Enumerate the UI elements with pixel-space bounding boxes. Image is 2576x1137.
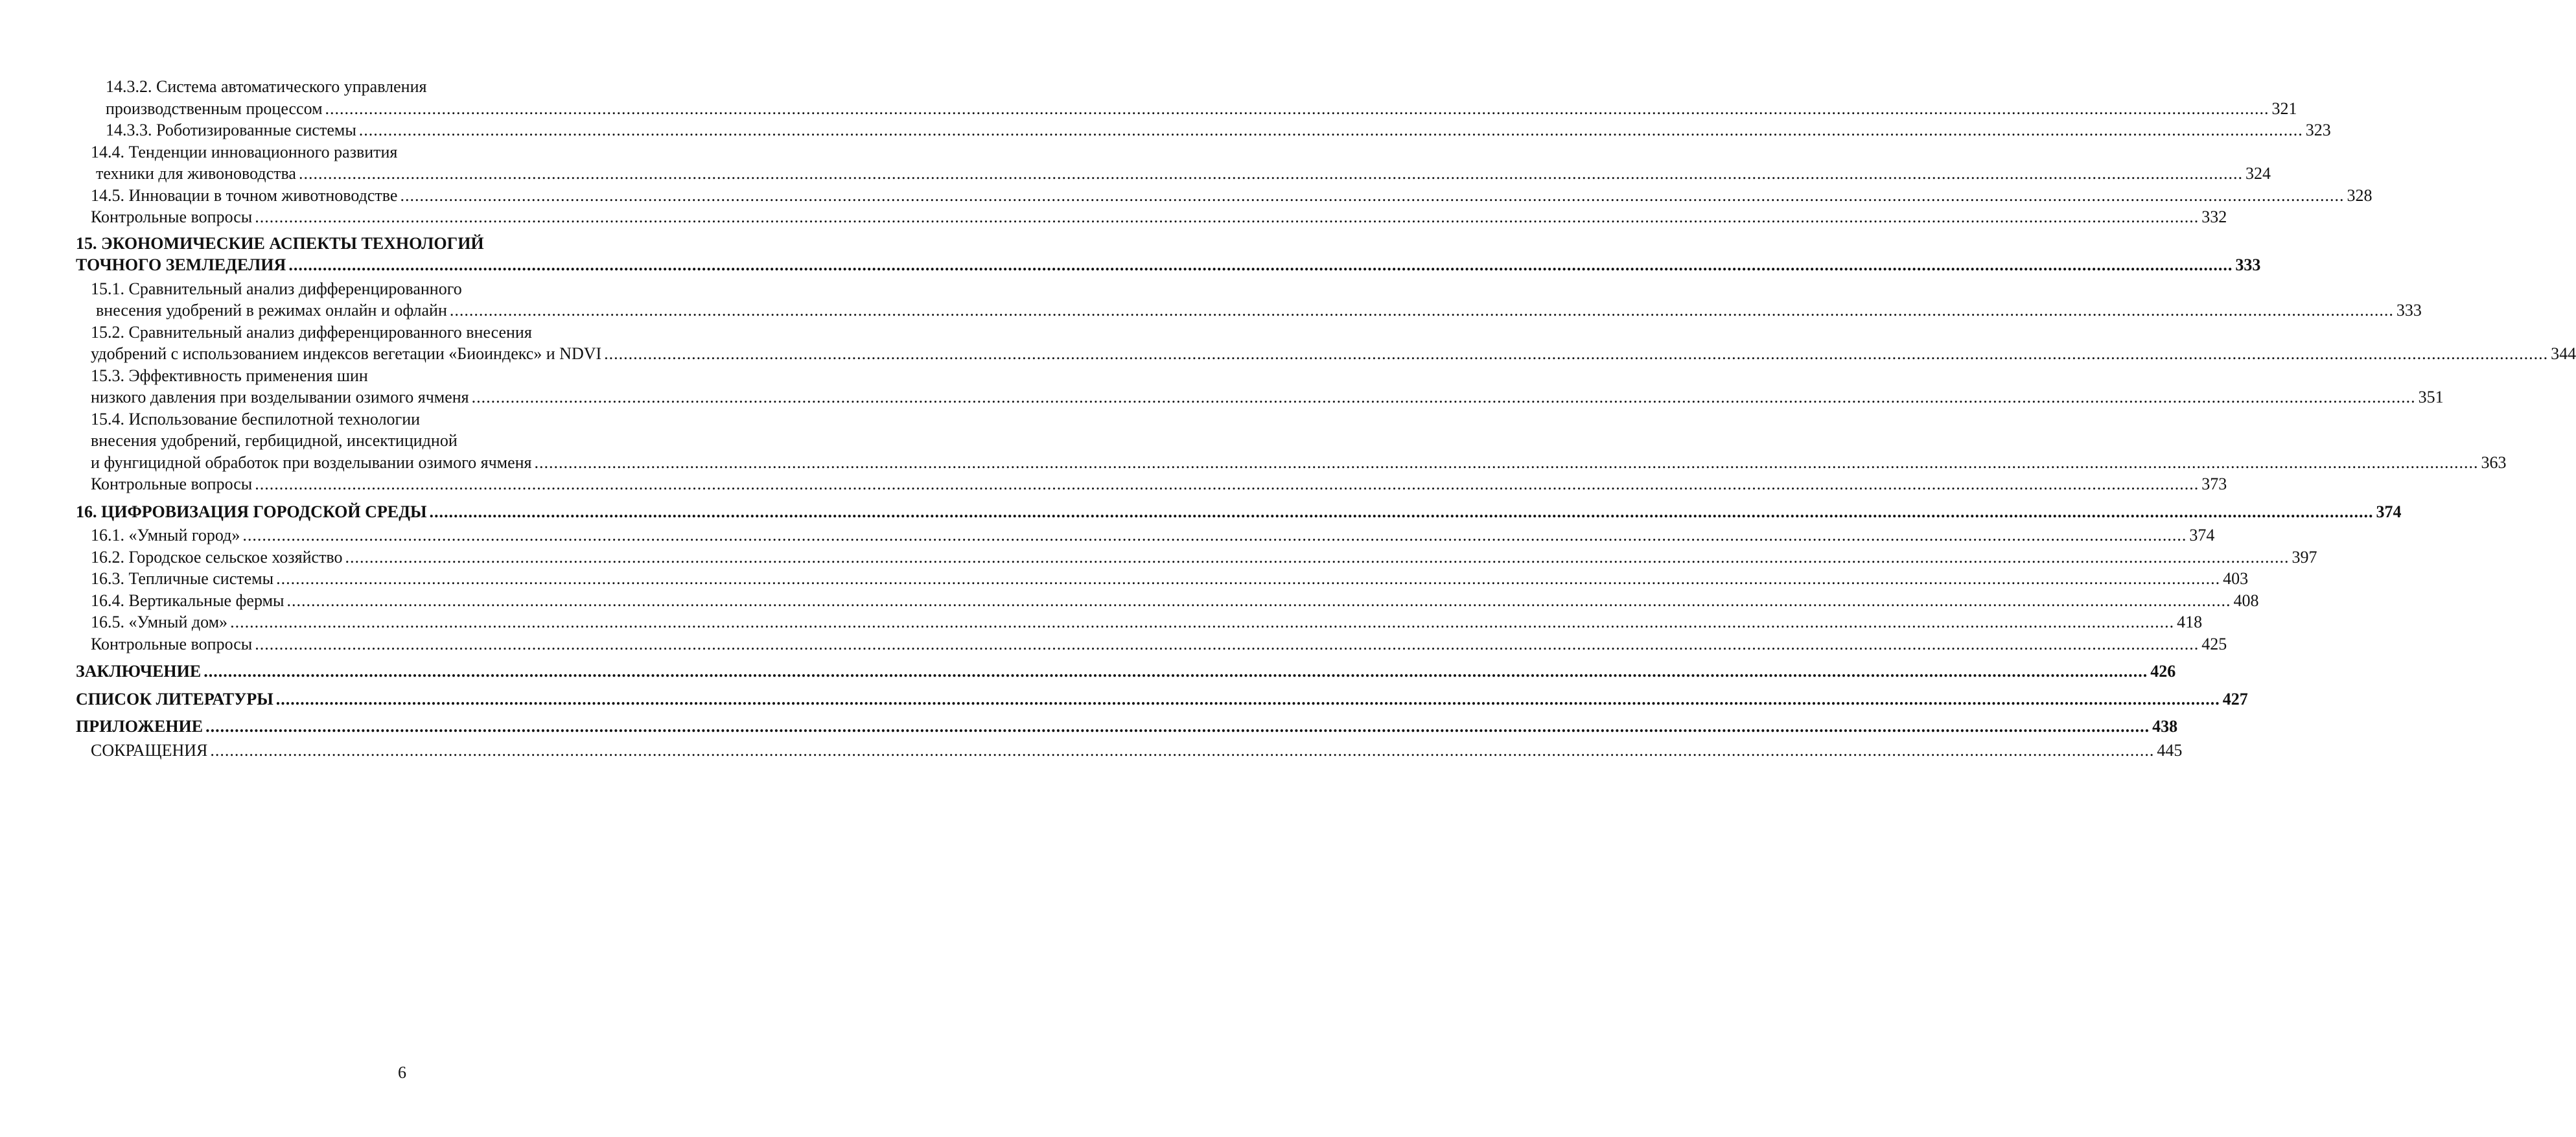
toc-section-entry	[76, 611, 2203, 633]
toc-section-entry	[76, 568, 2249, 590]
toc-entry-title: СОКРАЩЕНИЯ	[91, 740, 208, 760]
toc-entry-title-line: 14.4. Тенденции инновационного развития	[91, 142, 398, 161]
toc-entry-page: 438	[2152, 717, 2178, 736]
toc-entry-page: 418	[2177, 613, 2203, 631]
dot-leader: ................................................................................................................................................................................................................................................................................................................................................................................................................	[203, 662, 2148, 681]
toc-section-entry	[76, 740, 2183, 762]
dot-leader: ................................................................................................................................................................................................................................................................................................................................................................................................................	[255, 475, 2199, 493]
toc-entry-title-line: 15.1. Сравнительный анализ дифференцированного	[91, 279, 462, 298]
toc-entry-title-line: 15.2. Сравнительный анализ дифференцированного внесения	[91, 322, 532, 342]
toc-entry-title: внесения удобрений в режимах онлайн и офлайн	[96, 301, 447, 320]
toc-entry-page: 323	[2305, 121, 2331, 139]
toc-entry-title: 16. ЦИФРОВИЗАЦИЯ ГОРОДСКОЙ СРЕДЫ	[76, 502, 427, 521]
toc-entry-page: 344	[2551, 344, 2576, 363]
dot-leader: ................................................................................................................................................................................................................................................................................................................................................................................................................	[325, 99, 2269, 118]
toc-entry-title: низкого давления при возделывании озимого ячменя	[91, 388, 469, 406]
toc-section-entry	[76, 408, 2507, 474]
toc-section-entry	[76, 590, 2259, 612]
toc-entry-page: 363	[2481, 452, 2507, 472]
toc-entry-title: ЗАКЛЮЧЕНИЕ	[76, 662, 202, 681]
toc-section-entry	[76, 524, 2215, 546]
toc-entry-title-line: 15.4. Использование беспилотной технологии	[91, 409, 421, 428]
dot-leader: ................................................................................................................................................................................................................................................................................................................................................................................................................	[210, 740, 2155, 760]
toc-entry-page: 333	[2235, 255, 2261, 274]
page-number: 6	[398, 1063, 406, 1082]
dot-leader: ................................................................................................................................................................................................................................................................................................................................................................................................................	[205, 717, 2150, 736]
dot-leader: ................................................................................................................................................................................................................................................................................................................................................................................................................	[345, 547, 2290, 567]
toc-entry-title: Контрольные вопросы	[91, 634, 253, 653]
toc-entry-title: Контрольные вопросы	[91, 207, 253, 226]
toc-section-entry	[76, 365, 2444, 408]
dot-leader: ................................................................................................................................................................................................................................................................................................................................................................................................................	[275, 689, 2220, 709]
toc-entry-page: 445	[2157, 740, 2183, 760]
dot-leader: ................................................................................................................................................................................................................................................................................................................................................................................................................	[242, 526, 2187, 545]
toc-section-entry	[76, 119, 2331, 141]
toc-section-entry	[76, 633, 2227, 655]
toc-entry-title: 16.1. «Умный город»	[91, 526, 240, 545]
toc-entry-title: ТОЧНОГО ЗЕМЛЕДЕЛИЯ	[76, 255, 286, 274]
toc-chapter-entry	[76, 233, 2261, 276]
toc-section-entry	[76, 185, 2373, 207]
toc-chapter-entry	[76, 661, 2176, 683]
toc-section-entry	[76, 322, 2576, 365]
toc-entry-title: 16.4. Вертикальные фермы	[91, 591, 284, 610]
toc-entry-title: ПРИЛОЖЕНИЕ	[76, 717, 203, 736]
toc-section-entry	[76, 141, 2271, 185]
toc-entry-title-line: 15.3. Эффективность применения шин	[91, 366, 368, 385]
dot-leader: ................................................................................................................................................................................................................................................................................................................................................................................................................	[276, 569, 2221, 588]
toc-entry-title: 16.5. «Умный дом»	[91, 613, 228, 631]
toc-entry-title: и фунгицидной обработок при возделывании озимого ячменя	[91, 452, 532, 472]
toc-chapter-entry	[76, 501, 2402, 523]
toc-entry-title: СПИСОК ЛИТЕРАТУРЫ	[76, 689, 273, 709]
dot-leader: ................................................................................................................................................................................................................................................................................................................................................................................................................	[230, 613, 2175, 631]
toc-entry-page: 426	[2150, 662, 2176, 681]
toc-entry-title: удобрений с использованием индексов вегетации «Биоиндекс» и NDVI	[91, 344, 602, 363]
toc-entry-page: 332	[2201, 207, 2227, 226]
dot-leader: ................................................................................................................................................................................................................................................................................................................................................................................................................	[534, 452, 2479, 472]
toc-entry-page: 321	[2271, 99, 2297, 118]
dot-leader: ................................................................................................................................................................................................................................................................................................................................................................................................................	[286, 591, 2231, 610]
toc-section-entry	[76, 206, 2227, 228]
toc-section-entry	[76, 546, 2317, 568]
toc-chapter-entry	[76, 688, 2248, 710]
toc-entry-page: 427	[2222, 689, 2248, 709]
dot-leader: ................................................................................................................................................................................................................................................................................................................................................................................................................	[429, 502, 2374, 521]
toc-entry-page: 397	[2292, 547, 2317, 567]
toc-entry-title: производственным процессом	[106, 99, 323, 118]
toc-entry-title-line: внесения удобрений, гербицидной, инсектицидной	[91, 431, 458, 450]
toc-entry-page: 373	[2201, 475, 2227, 493]
toc-entry-page: 425	[2201, 634, 2227, 653]
toc-entry-title: Контрольные вопросы	[91, 475, 253, 493]
dot-leader: ................................................................................................................................................................................................................................................................................................................................................................................................................	[604, 344, 2549, 363]
toc-entry-page: 324	[2245, 164, 2271, 183]
toc-section-entry	[76, 473, 2227, 495]
toc-entry-title: техники для живоноводства	[96, 164, 296, 183]
toc-section-entry	[76, 278, 2422, 322]
dot-leader: ................................................................................................................................................................................................................................................................................................................................................................................................................	[255, 634, 2199, 653]
toc-chapter-entry	[76, 716, 2178, 738]
toc-entry-page: 328	[2347, 185, 2373, 205]
toc-entry-page: 351	[2418, 388, 2444, 406]
toc-entry-title: 16.3. Тепличные системы	[91, 569, 274, 588]
dot-leader: ................................................................................................................................................................................................................................................................................................................................................................................................................	[471, 388, 2416, 406]
toc-entry-title: 16.2. Городское сельское хозяйство	[91, 547, 343, 567]
dot-leader: ................................................................................................................................................................................................................................................................................................................................................................................................................	[298, 164, 2243, 183]
toc-entry-title: 14.5. Инновации в точном животноводстве	[91, 185, 398, 205]
dot-leader: ................................................................................................................................................................................................................................................................................................................................................................................................................	[400, 185, 2345, 205]
toc-entry-title-line: 15. ЭКОНОМИЧЕСКИЕ АСПЕКТЫ ТЕХНОЛОГИЙ	[76, 233, 484, 253]
toc-entry-page: 333	[2396, 301, 2422, 320]
dot-leader: ................................................................................................................................................................................................................................................................................................................................................................................................................	[255, 207, 2199, 226]
dot-leader: ................................................................................................................................................................................................................................................................................................................................................................................................................	[288, 255, 2233, 274]
dot-leader: ................................................................................................................................................................................................................................................................................................................................................................................................................	[449, 301, 2394, 320]
toc-section-entry	[76, 76, 2297, 119]
toc-entry-title-line: 14.3.2. Система автоматического управления	[106, 77, 427, 96]
toc-entry-title: 14.3.3. Роботизированные системы	[106, 121, 356, 139]
toc-entry-page: 374	[2189, 526, 2215, 545]
toc-entry-page: 408	[2233, 591, 2259, 610]
toc-entry-page: 403	[2223, 569, 2249, 588]
table-of-contents	[76, 76, 2576, 761]
toc-entry-page: 374	[2376, 502, 2402, 521]
dot-leader: ................................................................................................................................................................................................................................................................................................................................................................................................................	[358, 121, 2303, 139]
